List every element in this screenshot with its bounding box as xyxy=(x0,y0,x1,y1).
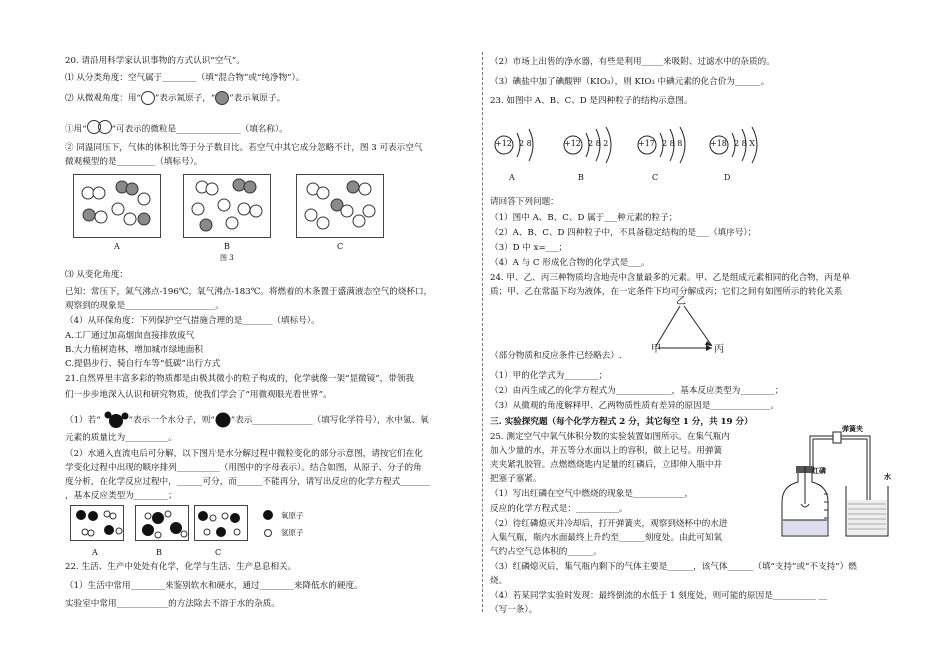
fig3-label-c: C xyxy=(337,242,344,251)
q20-option-c: C.提倡步行、骑自行车等“低碳”出行方式 xyxy=(65,359,221,369)
fig21-c-particles xyxy=(195,506,247,540)
fig21-legend-icons xyxy=(262,507,278,543)
triangle-right: 丙 xyxy=(714,344,724,355)
double-circle-icon xyxy=(87,120,112,138)
q21-3-b: ”表示一个水分子，则“ xyxy=(128,415,215,426)
atom-a-nucleus: +12 xyxy=(495,139,512,148)
q25-9: 气约占空气总体积的______。 xyxy=(490,547,602,557)
q21-2: 们一步步地深入认识和研究物质，使我们学会了“用微观眼光看世界”。 xyxy=(65,390,332,400)
water-molecule-icon xyxy=(101,412,129,428)
q24-4: （1）甲的化学式为________； xyxy=(490,371,608,381)
q25-6: 反应的化学方程式是：__________。 xyxy=(490,504,628,514)
apparatus-label-clip: 弹簧夹 xyxy=(842,424,863,433)
q21-6: 学变化过程中出现的顺序排列__________（用图中的字母表示）。结合如图，从原子、分子的角 xyxy=(65,463,422,473)
q24-1: 24. 甲、乙、丙三种物质均含地壳中含量最多的元素。甲、乙是组成元素相同的化合物，丙是单 xyxy=(490,273,851,283)
q25-2: 加入少量的水，并五等分水面以上的容积，做上记号。用弹簧 xyxy=(490,446,723,456)
fig21-box-b xyxy=(135,505,189,541)
conversion-triangle xyxy=(650,296,740,356)
q22-4: （2）市场上出售的净水器，有些是利用_____来吸附、过滤水中的杂质的。 xyxy=(490,57,775,67)
atom-c xyxy=(636,125,708,185)
atom-a-shells: 2 8 xyxy=(519,139,532,148)
q20-3-a: ①用“ xyxy=(65,124,87,135)
atom-d-label: D xyxy=(724,173,731,182)
q20-8: 观察到的现象是_____________________。 xyxy=(65,301,224,311)
q20-2 xyxy=(65,91,285,105)
fig21-a-particles xyxy=(71,506,123,540)
q20-3 xyxy=(65,120,288,138)
q25-8: 入集气瓶，瓶内水面最终上升约至______刻度处。由此可知氧 xyxy=(490,533,723,543)
q20-6: ⑶ 从变化角度： xyxy=(65,270,128,280)
atom-d xyxy=(708,125,780,185)
q20-2-c: ”表示氧原子。 xyxy=(229,93,286,104)
gray-circle-icon xyxy=(215,91,229,105)
q20-3-b: ”可表示的微粒是_______________（填名称）。 xyxy=(111,124,288,135)
q21-3 xyxy=(65,412,429,428)
fig21-legend-hydrogen: 氢原子 xyxy=(281,528,304,537)
triangle-left: 甲 xyxy=(651,344,661,355)
q24-3: （部分物质和反应条件已经略去）. xyxy=(490,351,622,361)
fig3-b-particles xyxy=(184,175,270,237)
apparatus-label-water: 水 xyxy=(884,472,891,481)
q20-7: 已知：常压下，氮气沸点-196℃，氧气沸点-183℃。将燃着的木条置于盛满液态空气的烧杯口， xyxy=(65,287,433,297)
fig3-label-a: A xyxy=(114,242,120,251)
fig3-a-particles xyxy=(74,175,160,237)
q23-4: （3）D 中 x=___； xyxy=(490,243,568,253)
fig3-caption: 图 3 xyxy=(220,254,234,262)
q25-1: 25. 测定空气中氧气体积分数的实验装置如图所示。在集气瓶内 xyxy=(490,432,730,442)
q24-6: （3）从微观的角度解释甲、乙两物质性质有差异的原因是______________。 xyxy=(490,401,780,411)
atom-b-nucleus: +12 xyxy=(564,139,581,148)
q22-3: 实验室中常用____________的方法除去不溶于水的杂质。 xyxy=(65,599,280,609)
fig21-label-c: C xyxy=(215,548,222,557)
oxygen-apparatus-diagram xyxy=(776,424,896,542)
q20-option-a: A.工厂通过加高烟囱直接排放废气 xyxy=(65,331,195,341)
q23-3: （2）A、B、C、D 四种粒子中，不具备稳定结构的是___（填序号）； xyxy=(490,228,757,238)
q22-1: 22. 生活、生产中处处有化学，化学与生活、生产息息相关。 xyxy=(65,562,297,572)
atom-c-nucleus: +17 xyxy=(638,139,655,148)
q21-3-a: （1）若“ xyxy=(65,415,101,426)
q20-9: （4）从环保角度：下列保护空气措施合理的是_______（填标号）。 xyxy=(65,316,320,326)
q20-option-b: B.大力植树造林，增加城市绿地面积 xyxy=(65,345,203,355)
q21-4: 元素的质量比为__________。 xyxy=(65,433,177,443)
fig3-label-b: B xyxy=(224,242,230,251)
fig21-label-a: A xyxy=(92,548,98,557)
atom-d-nucleus: +18 xyxy=(710,139,727,148)
fig21-label-b: B xyxy=(156,548,162,557)
fig3-box-b xyxy=(183,174,271,238)
atom-b-shells: 2 8 2 xyxy=(588,139,609,148)
q20-4: ② 同温同压下，气体的体积比等于分子数目比。若空气中其它成分忽略不计，图 3 可表示空气 xyxy=(65,143,423,153)
section-3-title: 三. 实验探究题（每个化学方程式 2 分，其它每空 1 分，共 19 分） xyxy=(490,417,753,427)
q21-7: 度分析，在化学反应过程中，______可分，而______不能再分，请写出反应的化学方程式_______ xyxy=(65,477,431,487)
q20-2-b: ”表示氮原子，“ xyxy=(154,93,216,104)
fig21-b-particles xyxy=(136,506,188,540)
q25-5: （1）写出红磷在空气中燃烧的现象是____________， xyxy=(490,489,694,499)
fig3-box-c xyxy=(296,174,384,238)
q25-12: （4）若某同学实验时发现：最终倒流的水低于 1 刻度处，则可能的原因是__________ __ xyxy=(490,591,828,601)
column-divider xyxy=(482,52,484,612)
q24-5: （2）由丙生成乙的化学方程式为_____________，基本反应类型为________； xyxy=(490,386,784,396)
white-circle-icon xyxy=(141,91,155,105)
q22-2: （1）生活中常用________来鉴别软水和硬水，通过________来降低水的硬度。 xyxy=(65,581,363,591)
q25-3: 夹夹紧乳胶管。点燃燃烧匙内足量的红磷后，立即伸入瓶中并 xyxy=(490,460,723,470)
fig3-box-a xyxy=(73,174,161,238)
oxygen-atom-icon xyxy=(215,412,231,428)
q25-11: 烧。 xyxy=(490,576,508,586)
q21-3-c: ”表示______________（填写化学符号），水中氢、氧 xyxy=(230,415,429,426)
q21-8: ，基本反应类型为________； xyxy=(65,491,177,501)
q23-2: （1）图中 A、B、C、D 属于___种元素的粒子； xyxy=(490,213,678,223)
atom-b xyxy=(562,125,634,185)
q23-5: （4）A 与 C 形成化合物的化学式是___。 xyxy=(490,258,650,268)
q20-2-a: ⑵ 从微观角度：用“ xyxy=(65,93,141,104)
q21-5: （2）水通入直流电后可分解，以下图片是水分解过程中微粒变化的部分示意图，请按它们在化 xyxy=(65,449,423,459)
q23-title: 23. 如图中 A、B、C、D 是四种粒子的结构示意图。 xyxy=(490,96,693,106)
atom-b-label: B xyxy=(578,173,584,182)
triangle-top: 乙 xyxy=(676,296,686,307)
q21-1: 21.自然界里丰富多彩的物质都是由极其微小的粒子构成的，化学就像一架“显微镜”，带领我 xyxy=(65,374,415,384)
q25-13: （写一条）。 xyxy=(490,605,538,615)
atom-a-label: A xyxy=(509,173,515,182)
apparatus-label-phosphorus: 红磷 xyxy=(812,466,826,475)
fig3-c-particles xyxy=(297,175,383,237)
atom-a xyxy=(493,125,561,185)
fig21-legend-oxygen: 氧原子 xyxy=(281,511,304,520)
q25-4: 把塞子塞紧。 xyxy=(490,474,542,484)
q25-7: （2）待红磷熄灭并冷却后，打开弹簧夹，观察到烧杯中的水进 xyxy=(490,519,728,529)
q20-1: ⑴ 从分类角度：空气属于________（填“混合物”或“纯净物”）。 xyxy=(65,73,305,83)
q20-title: 20. 请沿用科学家认识事物的方式认识“空气”。 xyxy=(65,56,245,66)
q24-2: 质；甲、乙在常温下均为液体，在一定条件下均可分解成丙；它们之间有如图所示的转化关系 xyxy=(490,287,843,297)
q23-1: 请回答下列问题： xyxy=(490,197,559,207)
q25-10: （3）红磷熄灭后，集气瓶内剩下的气体主要是______，该气体______（填“支持”或“不支持”）燃 xyxy=(490,562,857,572)
q22-5: （3）碘盐中加了碘酸钾（KIO₃），则 KIO₃ 中碘元素的化合价为______。 xyxy=(490,77,770,87)
atom-c-shells: 2 8 8 xyxy=(662,139,683,148)
atom-d-shells: 2 8 X xyxy=(734,139,755,148)
q20-5: 微观模型的是_________（填标号）。 xyxy=(65,157,203,167)
fig21-box-a xyxy=(70,505,124,541)
fig21-box-c xyxy=(194,505,248,541)
atom-c-label: C xyxy=(652,173,659,182)
